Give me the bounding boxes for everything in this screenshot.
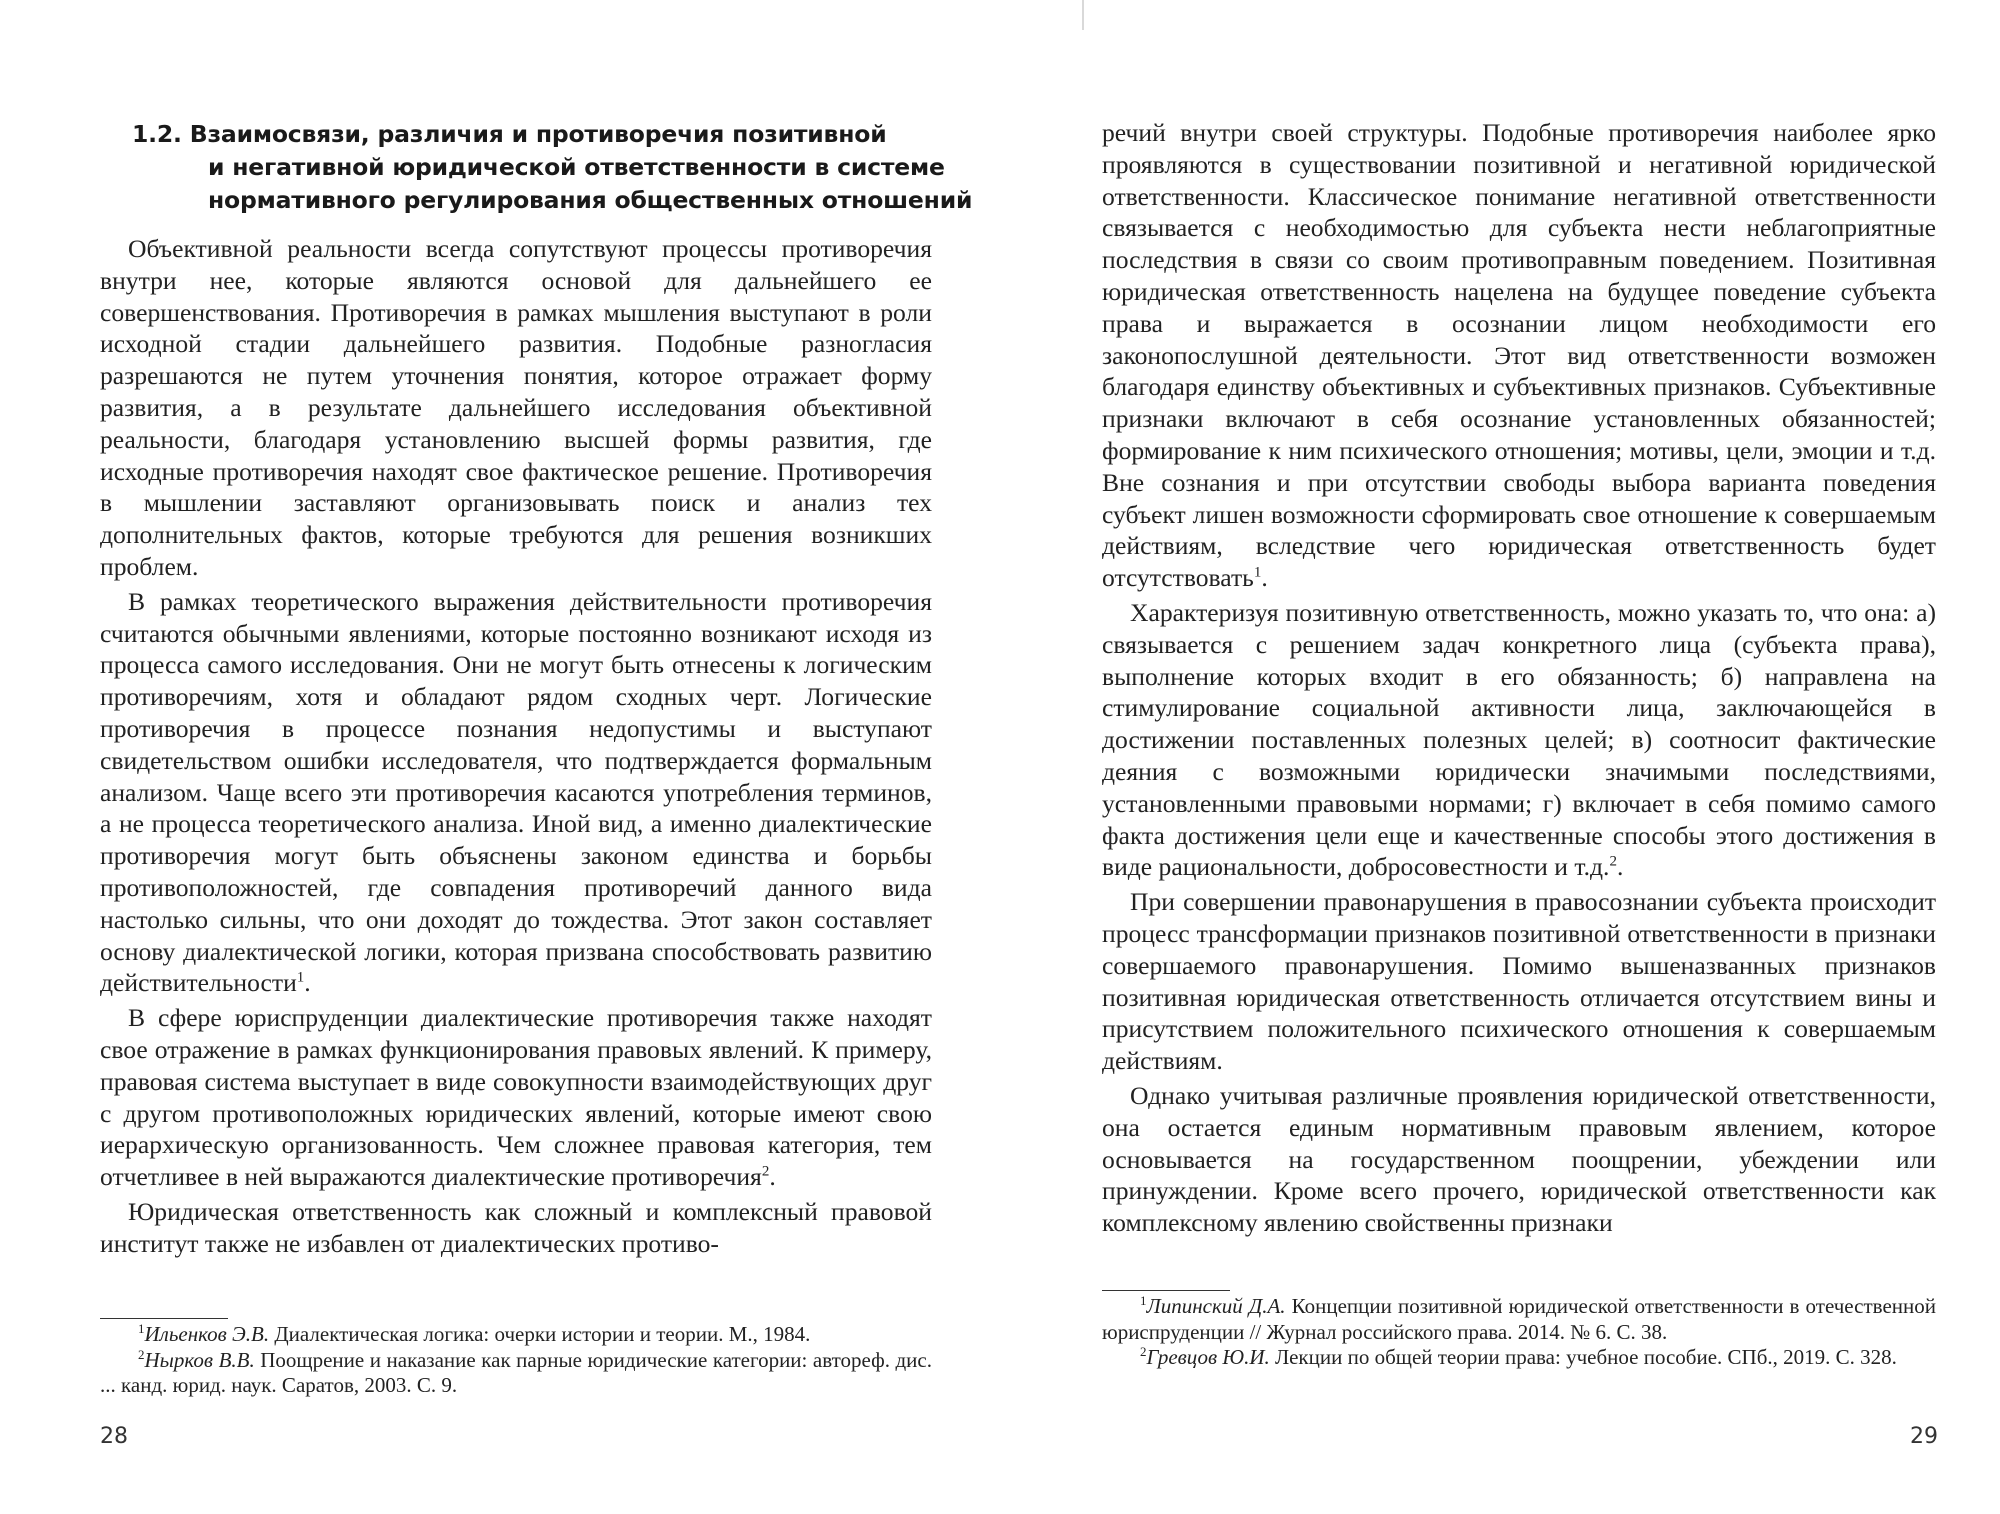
left-paragraph-4-text: Юридическая ответственность как сложный и комплексный правовой институт также не избавлен от диалектических противо- bbox=[100, 1196, 932, 1258]
right-body-text bbox=[1102, 117, 1936, 1239]
page-number-right: 29 bbox=[1910, 1424, 1938, 1449]
right-paragraph-2-text: Характеризуя позитивную ответственность, можно указать то, что она: а) связывается с решением задач конкретного лица (субъекта права), выполнение которых входит в его обязанность; б) направлена на стимулирование социальной активности лица, заключающейся в достижении поставленных полезных целей; в) соотносит фактические деяния с возможными юридически значимыми последствиями, установленными правовыми нормами; г) включает в себя помимо самого факта достижения цели еще и качественные способы этого достижения в виде рациональности, добросовестности и т.д. bbox=[1102, 597, 1936, 882]
footnote-ref-1: 1 bbox=[296, 969, 305, 986]
footnote-ref-2: 2 bbox=[1609, 853, 1617, 870]
section-heading bbox=[132, 118, 973, 217]
footnote-text: Концепции позитивной юридической ответственности в отечественной юриспруденции // Журнал российского права. 2014. № 6. С. 38. bbox=[1102, 1294, 1936, 1344]
footnote bbox=[100, 1348, 932, 1399]
left-paragraph-4 bbox=[100, 1196, 932, 1260]
footnote-ref-1: 1 bbox=[1253, 564, 1262, 581]
footnote bbox=[1102, 1345, 1936, 1371]
right-paragraph-3-text: При совершении правонарушения в правосознании субъекта происходит процесс трансформации признаков позитивной ответственности в признаки совершаемого правонарушения. Помимо вышеназванных признаков позитивная юридическая ответственность отличается отсутствием вины и присутствием положительного психического отношения к совершаемым действиям. bbox=[1102, 887, 1936, 1076]
footnote-text: Диалектическая логика: очерки истории и теории. М., 1984. bbox=[269, 1322, 811, 1346]
left-paragraph-3: В сфере юриспруденции диалектические противоречия также находят свое отражение в рамках функционирования правовых явлений. К примеру, правовая система выступает в виде совокупности взаимодействующих друг с другом противоположных юридических явлений, которые имеют свою иерархическую организованность. Чем сложнее правовая категория, тем отчетливее в ней выражаются диалектические противоречия$^2$. bbox=[100, 1003, 932, 1192]
right-paragraph-1-text: речий внутри своей структуры. Подобные противоречия наиболее ярко проявляются в существовании позитивной и негативной юридической ответственности. Классическое понимание негативной ответственности связывается с необходимостью для субъекта нести неблагоприятные последствия в связи со своим противоправным поведением. Позитивная юридическая ответственность нацелена на будущее поведение субъекта права и выражается в осознании лицом необходимости его законопослушной деятельности. Этот вид ответственности возможен благодаря единству объективных и субъективных признаков. Субъективные признаки включают в себя осознание установленных обязанностей; формирование к ним психического отношения; мотивы, цели, эмоции и т.д. Вне сознания и при отсутствии свободы выбора варианта поведения субъект лишен возможности сформировать свое отношение к совершаемым действиям, вследствие чего юридическая ответственность будет отсутствовать bbox=[1102, 118, 1936, 593]
page-number-left: 28 bbox=[100, 1424, 128, 1449]
footnote bbox=[1102, 1294, 1936, 1345]
right-footnotes bbox=[1102, 1294, 1936, 1371]
footnote-number: 1 bbox=[1140, 1293, 1147, 1308]
left-paragraph-2: В рамках теоретического выражения действительности противоречия считаются обычными явлениями, которые постоянно возникают исходя из процесса самого исследования. Они не могут быть отнесены к логическим противоречиям, хотя и обладают рядом сходных черт. Логические противоречия в процессе познания недопустимы и выступают свидетельством ошибки исследователя, что подтверждается формальным анализом. Чаще всего эти противоречия касаются употребления терминов, а не процесса теоретического анализа. Иной вид, а именно диалектические противоречия могут быть объяснены законом единства и борьбы противоположностей, где совпадения противоречий данного вида настолько сильны, что они доходят до тождества. Этот закон составляет основу диалектической логики, которая призвана способствовать развитию действительности$^1$. bbox=[100, 586, 932, 998]
footnote-separator bbox=[100, 1318, 228, 1319]
footnote bbox=[100, 1322, 932, 1348]
heading-line-2: и негативной юридической ответственности в системе bbox=[208, 153, 945, 181]
heading-line-3: нормативного регулирования общественных отношений bbox=[208, 186, 973, 214]
left-paragraph-1-text: Объективной реальности всегда сопутствуют процессы противоречия внутри нее, которые являются основой для дальнейшего ее совершенствования. Противоречия в рамках мышления выступают в роли исходной стадии дальнейшего развития. Подобные разногласия разрешаются не путем уточнения понятия, которое отражает форму развития, а в результате дальнейшего исследования объективной реальности, благодаря установлению высшей формы развития, где исходные противоречия находят свое фактическое решение. Противоречия в мышлении заставляют организовывать поиск и анализ тех дополнительных фактов, которые требуются для решения возникших проблем. bbox=[100, 234, 932, 581]
footnote-number: 2 bbox=[1140, 1344, 1147, 1359]
footnote-text: Лекции по общей теории права: учебное пособие. СПб., 2019. С. 328. bbox=[1269, 1345, 1897, 1369]
left-paragraph-3-text: В сфере юриспруденции диалектические противоречия также находят свое отражение в рамках функционирования правовых явлений. К примеру, правовая система выступает в виде совокупности взаимодействующих друг с другом противоположных юридических явлений, которые имеют свою иерархическую организованность. Чем сложнее правовая категория, тем отчетливее в ней выражаются диалектические противоречия bbox=[100, 1003, 932, 1192]
left-paragraph-1 bbox=[100, 233, 932, 583]
right-paragraph-3 bbox=[1102, 886, 1936, 1077]
heading-line-1: 1.2. Взаимосвязи, различия и противоречия позитивной bbox=[132, 120, 887, 148]
footnote-separator bbox=[1102, 1290, 1230, 1291]
left-footnotes bbox=[100, 1322, 932, 1399]
footnote-text: Поощрение и наказание как парные юридические категории: автореф. дис. ... канд. юрид. наук. Саратов, 2003. С. 9. bbox=[100, 1347, 932, 1397]
right-paragraph-4-text: Однако учитывая различные проявления юридической ответственности, она остается единым нормативным правовым явлением, которое основывается на государственном поощрении, убеждении или принуждении. Кроме всего прочего, юридической ответственности как комплексному явлению свойственны признаки bbox=[1102, 1080, 1936, 1238]
footnote-author: Нырков В.В. bbox=[144, 1347, 255, 1372]
left-paragraph-2-text: В рамках теоретического выражения действительности противоречия считаются обычными явлениями, которые постоянно возникают исходя из процесса самого исследования. Они не могут быть отнесены к логическим противоречиям, хотя и обладают рядом сходных черт. Логические противоречия в процессе познания недопустимы и выступают свидетельством ошибки исследователя, что подтверждается формальным анализом. Чаще всего эти противоречия касаются употребления терминов, а не процесса теоретического анализа. Иной вид, а именно диалектические противоречия могут быть объяснены законом единства и борьбы противоположностей, где совпадения противоречий данного вида настолько сильны, что они доходят до тождества. Этот закон составляет основу диалектической логики, которая призвана способствовать развитию действительности bbox=[100, 586, 932, 998]
footnote-number: 1 bbox=[138, 1321, 145, 1336]
footnote-ref-2: 2 bbox=[761, 1163, 770, 1180]
footnote-author: Гревцов Ю.И. bbox=[1146, 1345, 1270, 1369]
footnote-author: Липинский Д.А. bbox=[1146, 1294, 1286, 1318]
right-page bbox=[1000, 0, 2000, 1514]
left-body-text bbox=[100, 233, 932, 1260]
right-paragraph-4 bbox=[1102, 1080, 1936, 1239]
footnote-number: 2 bbox=[138, 1346, 145, 1362]
right-paragraph-2: Характеризуя позитивную ответственность, можно указать то, что она: а) связывается с решением задач конкретного лица (субъекта права), выполнение которых входит в его обязанность; б) направлена на стимулирование социальной активности лица, заключающейся в достижении поставленных полезных целей; в) соотносит фактические деяния с возможными юридически значимыми последствиями, установленными правовыми нормами; г) включает в себя помимо самого факта достижения цели еще и качественные способы этого достижения в виде рациональности, добросовестности и т.д.$^2$. bbox=[1102, 597, 1936, 882]
footnote-author: Ильенков Э.В. bbox=[144, 1322, 270, 1346]
right-paragraph-1: речий внутри своей структуры. Подобные противоречия наиболее ярко проявляются в существовании позитивной и негативной юридической ответственности. Классическое понимание негативной ответственности связывается с необходимостью для субъекта нести неблагоприятные последствия в связи со своим противоправным поведением. Позитивная юридическая ответственность нацелена на будущее поведение субъекта права и выражается в осознании лицом необходимости его законопослушной деятельности. Этот вид ответственности возможен благодаря единству объективных и субъективных признаков. Субъективные признаки включают в себя осознание установленных обязанностей; формирование к ним психического отношения; мотивы, цели, эмоции и т.д. Вне сознания и при отсутствии свободы выбора варианта поведения субъект лишен возможности сформировать свое отношение к совершаемым действиям, вследствие чего юридическая ответственность будет отсутствовать$^1$. bbox=[1102, 118, 1936, 593]
